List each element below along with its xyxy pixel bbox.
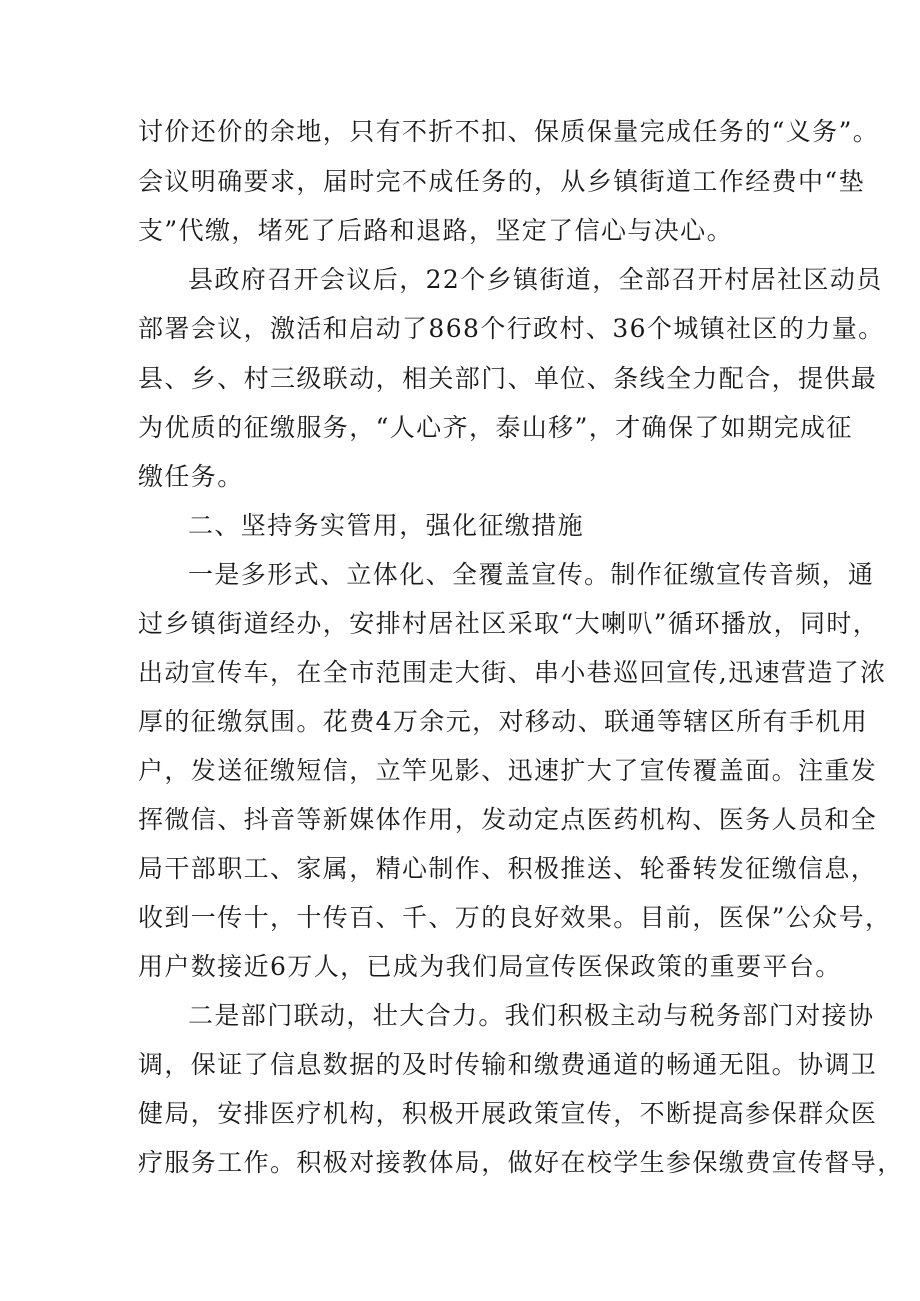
text-line: 疗服务工作。积极对接教体局，做好在校学生参保缴费宣传督导，: [138, 1148, 904, 1177]
text-line: 用户数接近6万人，已成为我们局宣传医保政策的重要平台。: [138, 952, 842, 981]
text-line: 部署会议，激活和启动了868个行政村、36个城镇社区的力量。: [138, 314, 885, 343]
section-heading: 二、坚持务实管用，强化征缴措施: [188, 511, 585, 540]
text-line: 调，保证了信息数据的及时传输和缴费通道的畅通无阻。协调卫: [138, 1050, 878, 1079]
text-line: 讨价还价的余地，只有不折不扣、保质保量完成任务的“义务”。: [138, 117, 880, 146]
text-line: 二是部门联动，壮大合力。我们积极主动与税务部门对接协: [188, 1001, 875, 1030]
text-line: 支”代缴，堵死了后路和退路，坚定了信心与决心。: [138, 216, 733, 245]
text-line: 县、乡、村三级联动，相关部门、单位、条线全力配合，提供最: [138, 364, 878, 393]
text-line: 户，发送征缴短信，立竿见影、迅速扩大了宣传覆盖面。注重发: [138, 756, 878, 785]
text-line: 收到一传十，十传百、千、万的良好效果。目前，医保”公众号，: [138, 903, 892, 932]
text-line: 为优质的征缴服务，“人心齐，泰山移”，才确保了如期完成征: [138, 413, 853, 442]
text-line: 县政府召开会议后，22个乡镇街道，全部召开村居社区动员: [188, 265, 883, 294]
text-line: 出动宣传车，在全市范围走大街、串小巷巡回宣传,迅速营造了浓: [138, 658, 887, 687]
text-line: 局干部职工、家属，精心制作、积极推送、轮番转发征缴信息，: [138, 854, 878, 883]
text-line: 厚的征缴氛围。花费4万余元，对移动、联通等辖区所有手机用: [138, 707, 869, 736]
text-line: 缴任务。: [138, 462, 244, 491]
text-line: 挥微信、抖音等新媒体作用，发动定点医药机构、医务人员和全: [138, 805, 878, 834]
text-line: 过乡镇街道经办，安排村居社区采取“大喇叭”循环播放，同时，: [138, 609, 880, 638]
text-line: 一是多形式、立体化、全覆盖宣传。制作征缴宣传音频，通: [188, 560, 875, 589]
text-line: 健局，安排医疗机构，积极开展政策宣传，不断提高参保群众医: [138, 1099, 878, 1128]
text-line: 会议明确要求，届时完不成任务的，从乡镇街道工作经费中“垫: [138, 167, 865, 196]
